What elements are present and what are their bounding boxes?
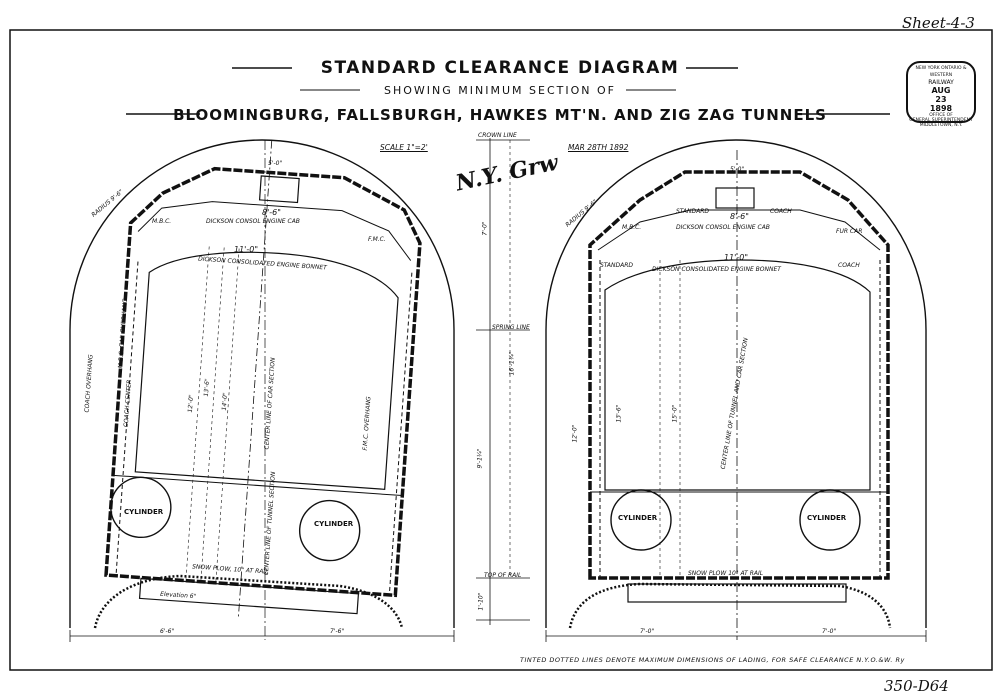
stamp-line2: RAILWAY xyxy=(928,79,954,86)
date-label: MAR 28TH 1892 xyxy=(568,143,629,152)
diagram-title: STANDARD CLEARANCE DIAGRAM xyxy=(320,58,680,78)
left-bonnet-outline xyxy=(135,244,400,489)
left-dim-12-0: 12'-0" xyxy=(186,394,196,413)
diagram-subtitle: SHOWING MINIMUM SECTION OF xyxy=(384,84,616,97)
right-dim-15-0: 15'-0" xyxy=(671,404,679,423)
stamp-line5: MIDDLETOWN, N.Y. xyxy=(919,123,963,128)
right-cylinder-right-label: CYLINDER xyxy=(807,514,847,522)
right-dim-12-0: 12'-0" xyxy=(571,424,579,443)
left-fmc: F.M.C. xyxy=(368,236,386,243)
springing-line-label: SPRING LINE xyxy=(492,324,530,331)
left-fmc-overhang: F.M.C. OVERHANG xyxy=(361,396,373,451)
footer-note: TINTED DOTTED LINES DENOTE MAXIMUM DIMENSIONS OF LADING, FOR SAFE CLEARANCE N.Y.O.&W. Ry xyxy=(520,656,905,664)
left-dim-6-6: 6'-6" xyxy=(160,628,175,635)
center-dim-16-1-4: 16'-1¼" xyxy=(508,351,516,376)
left-dickson-cab: DICKSON CONSOL ENGINE CAB xyxy=(206,218,300,225)
right-fur-car: FUR CAR xyxy=(836,228,863,235)
right-dim-right: 7'-0" xyxy=(822,628,837,635)
stamp-month: AUG xyxy=(931,86,951,95)
scale-label: SCALE 1"=2' xyxy=(380,143,428,152)
stamp-year: 1898 xyxy=(929,104,953,113)
left-coach-overhang: COACH OVERHANG xyxy=(83,354,95,413)
right-stack xyxy=(716,188,754,208)
right-standard: STANDARD xyxy=(676,208,710,215)
drawing-number: 350-D64 xyxy=(884,677,949,695)
right-coach-side: COACH xyxy=(838,262,860,269)
left-cylinder-right-shape xyxy=(298,499,362,563)
stamp-line4: GENERAL SUPERINTENDENT xyxy=(909,118,973,123)
left-cylinder-left-label: CYLINDER xyxy=(124,508,164,516)
left-coach-center: COACH CENTER xyxy=(122,379,134,428)
center-dim-1-10: 1'-10" xyxy=(477,592,485,611)
tunnels-heading: BLOOMINGBURG, FALLSBURGH, HAWKES MT'N. AND ZIG ZAG TUNNELS xyxy=(173,106,827,124)
left-elevation: Elevation 6" xyxy=(159,590,197,601)
left-stack xyxy=(260,176,300,203)
left-top-width: 5'-0" xyxy=(268,160,283,167)
stamp-day: 23 xyxy=(935,95,947,104)
top-of-rail-label: TOP OF RAIL xyxy=(484,572,522,579)
right-coach: COACH xyxy=(770,208,792,215)
right-dim-11-0: 11'-0" xyxy=(724,253,749,262)
right-dim-8-6: 8'-6" xyxy=(730,212,749,221)
right-cylinder-left-label: CYLINDER xyxy=(618,514,658,522)
left-dim-11-0: 11'-0" xyxy=(234,245,259,254)
left-centerline-tunnel: CENTER LINE OF TUNNEL SECTION xyxy=(262,471,278,576)
left-cylinder-right-label: CYLINDER xyxy=(314,520,354,528)
right-radius: RADIUS 9'-6" xyxy=(564,198,599,229)
center-dim-9-1-4: 9'-1¼" xyxy=(476,448,484,469)
left-dim-13-6: 13'-6" xyxy=(202,378,212,397)
right-dickson-bonnet: DICKSON CONSOLIDATED ENGINE BONNET xyxy=(652,266,781,273)
left-snow-plow: SNOW PLOW, 10" AT RAIL xyxy=(191,563,269,576)
crown-line-label: CROWN LINE xyxy=(478,132,517,139)
right-inner-frame xyxy=(600,260,880,578)
right-mbc: M.B.C. xyxy=(622,224,642,231)
left-dim-14-0: 14'-0" xyxy=(220,392,230,411)
center-dimension-column xyxy=(476,138,530,625)
left-centerline-car: CENTER LINE OF CAR SECTION xyxy=(263,357,277,450)
left-mbc-car-overhang: M.B.C. CAR OVERHANG xyxy=(117,298,129,369)
right-ballast xyxy=(570,584,890,628)
signature: N.Y. Grw xyxy=(453,149,561,197)
right-snow-plow: SNOW PLOW 10" AT RAIL xyxy=(688,570,764,577)
right-dim-13-6: 13'-6" xyxy=(615,404,623,423)
right-dickson-cab: DICKSON CONSOL ENGINE CAB xyxy=(676,224,770,231)
left-mbc: M.B.C. xyxy=(152,218,172,225)
right-centerline: CENTER LINE OF TUNNEL AND CAR SECTION xyxy=(719,337,750,470)
right-top-width: 5'-0" xyxy=(730,166,745,173)
right-dim-left: 7'-0" xyxy=(640,628,655,635)
sheet-number: Sheet-4-3 xyxy=(902,14,975,32)
stamp-line3: OFFICE OF xyxy=(929,113,953,118)
left-dim-8-6: 8'-6" xyxy=(262,208,281,217)
railway-stamp xyxy=(906,61,976,128)
left-dickson-bonnet: DICKSON CONSOLIDATED ENGINE BONNET xyxy=(197,255,328,272)
stamp-line1: NEW YORK ONTARIO & WESTERN xyxy=(915,66,967,78)
left-cab-outline xyxy=(137,197,413,261)
right-standard-side: STANDARD xyxy=(600,262,634,269)
left-radius: RADIUS 9'-6" xyxy=(90,188,125,219)
left-dim-7-6: 7'-6" xyxy=(330,628,345,635)
center-dim-7-0: 7'-0" xyxy=(481,221,489,236)
